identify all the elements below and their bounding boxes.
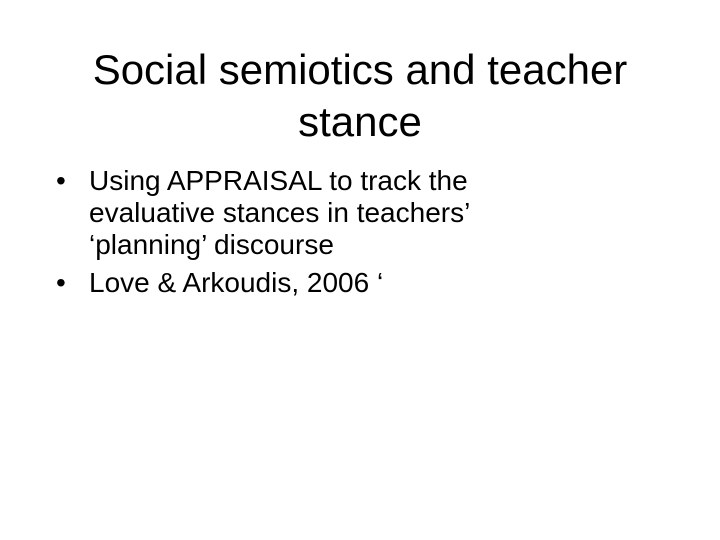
bullet-line: evaluative stances in teachers’	[89, 197, 471, 228]
slide-title	[36, 44, 684, 148]
bullet-list	[54, 165, 674, 305]
bullet-line: Using APPRAISAL to track the	[89, 165, 468, 196]
bullet-line: Love & Arkoudis, 2006 ‘	[89, 267, 384, 298]
bullet-icon: •	[56, 267, 66, 298]
title-line: stance	[298, 98, 422, 145]
bullet-item	[54, 267, 674, 299]
bullet-icon: •	[56, 165, 66, 196]
bullet-item	[54, 165, 674, 261]
bullet-line: ‘planning’ discourse	[89, 229, 334, 260]
bullet-text	[89, 267, 674, 299]
bullet-text	[89, 165, 674, 261]
title-line: Social semiotics and teacher	[92, 46, 628, 93]
